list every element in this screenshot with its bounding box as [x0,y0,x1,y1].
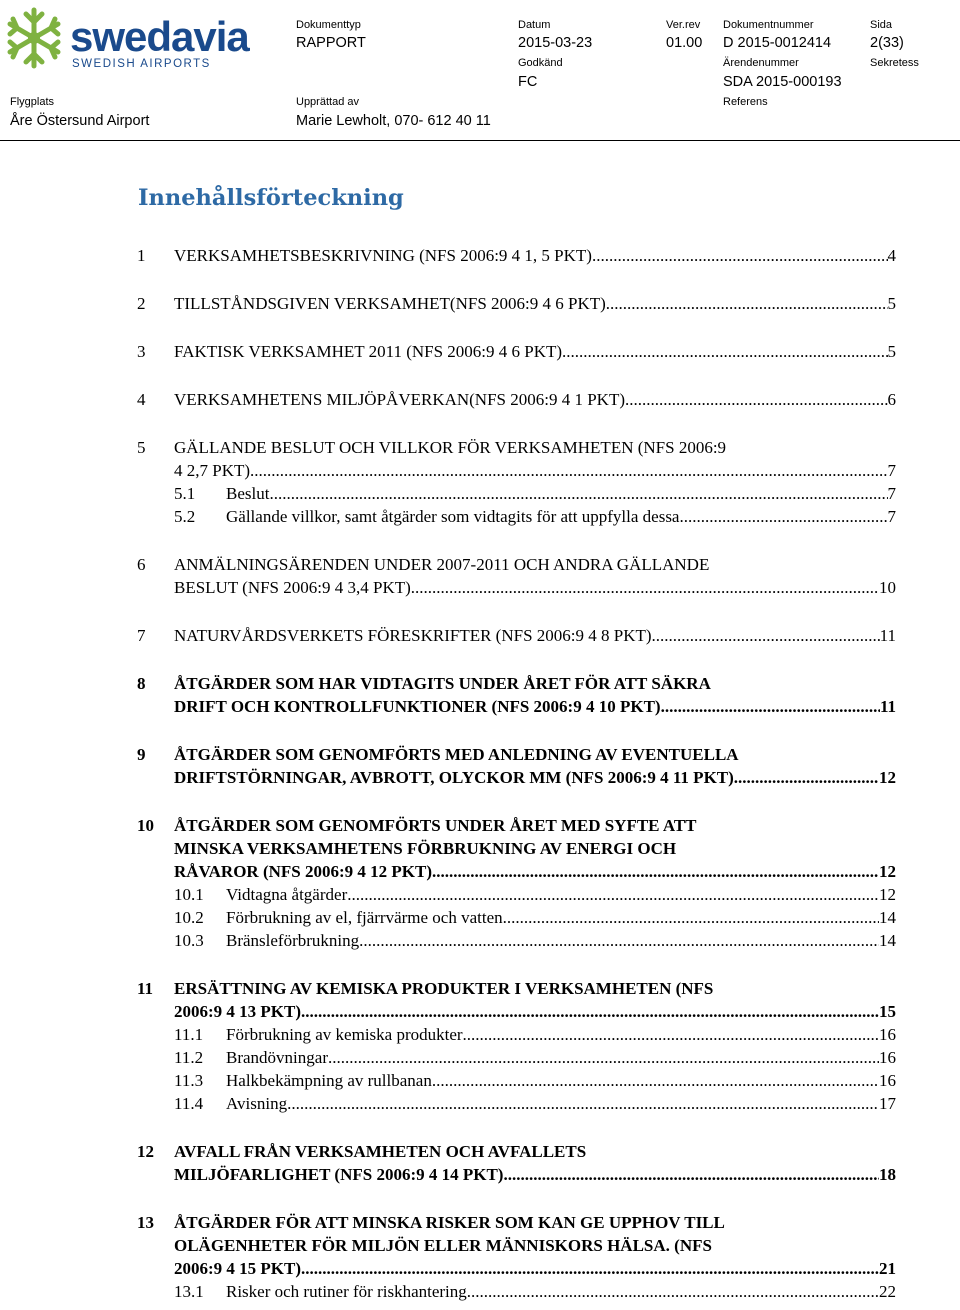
logo-tagline: SWEDISH AIRPORTS [72,58,211,70]
toc-subentry-number: 10.2 [174,908,204,927]
toc-entry-title: RÅVAROR (NFS 2006:9 4 12 PKT) [174,862,432,881]
toc-subentry-title: Vidtagna åtgärder [226,885,348,904]
toc-entry-title: ÅTGÄRDER SOM HAR VIDTAGITS UNDER ÅRET FÖR ATT SÄKRA [174,674,711,693]
dot-leader [734,766,879,789]
case-number-label: Ärendenummer [723,57,799,69]
toc-entry-title: AVFALL FRÅN VERKSAMHETEN OCH AVFALLETS [174,1142,587,1161]
toc-subentry-title: Förbrukning av el, fjärrvärme och vatten [226,908,503,927]
toc-subentry[interactable] [0,505,960,528]
toc-entry-number: 5 [137,438,146,457]
date-label: Datum [518,19,551,31]
toc-entry-number: 8 [137,674,146,693]
dot-leader [359,929,879,952]
toc-entry-title: ANMÄLNINGSÄRENDEN UNDER 2007-2011 OCH ANDRA GÄLLANDE [174,555,710,574]
toc-subentry-title: Bränsleförbrukning [226,931,360,950]
dot-leader [606,292,888,315]
toc-entry[interactable] [0,1211,960,1280]
toc-entry-number: 4 [137,390,146,409]
toc-subentry[interactable] [0,1046,960,1069]
toc-page-number: 15 [879,1002,896,1021]
doc-type-value: RAPPORT [296,35,366,51]
toc-subentry-number: 11.4 [174,1094,204,1113]
confidentiality-label: Sekretess [870,57,919,69]
date-value: 2015-03-23 [518,35,593,51]
header-divider [0,140,960,141]
toc-page-number: 12 [879,768,896,787]
toc-entry[interactable] [0,814,960,883]
toc-subentry-number: 13.1 [174,1282,204,1301]
toc-entry-number: 10 [137,816,154,835]
toc-entry[interactable] [0,672,960,718]
revision-label: Ver.rev [666,19,701,31]
toc-subentry-title: Avisning [226,1094,288,1113]
page-label: Sida [870,19,893,31]
toc-page-number: 16 [879,1071,896,1090]
author-value: Marie Lewholt, 070- 612 40 11 [296,113,491,129]
dot-leader [463,1023,879,1046]
doc-type-label: Dokumenttyp [296,19,361,31]
airport-label: Flygplats [10,96,55,108]
doc-number-value: D 2015-0012414 [723,35,832,51]
toc-entry[interactable] [0,436,960,482]
toc-entry-title: NATURVÅRDSVERKETS FÖRESKRIFTER (NFS 2006:9 4 8 PKT) [174,626,652,645]
toc-entry-title: FAKTISK VERKSAMHET 2011 (NFS 2006:9 4 6 PKT) [174,342,563,361]
dot-leader [467,1280,879,1303]
airport-value: Åre Östersund Airport [10,113,150,129]
toc-entry-number: 1 [137,246,146,265]
case-number-value: SDA 2015-000193 [723,74,842,90]
toc-page-number: 22 [879,1282,896,1301]
toc-subentry-number: 5.1 [174,484,196,503]
toc-entry-number: 3 [137,342,146,361]
dot-leader [625,388,888,411]
toc-entry[interactable] [0,1140,960,1186]
toc-subentry-number: 10.1 [174,885,204,904]
toc-page-number: 12 [879,885,896,904]
toc-subentry-title: Halkbekämpning av rullbanan [226,1071,432,1090]
toc-subentry-number: 5.2 [174,507,196,526]
dot-leader [503,1163,879,1186]
toc-subentry[interactable] [0,482,960,505]
toc-title: Innehållsförteckning [138,185,404,211]
toc-page-number: 11 [879,626,896,645]
toc-entry-title: 4 2,7 PKT) [174,461,251,480]
dot-leader [503,906,879,929]
toc-page-number: 17 [879,1094,896,1113]
toc-page-number: 16 [879,1048,896,1067]
toc-page-number: 21 [879,1259,896,1278]
toc-entry[interactable] [0,388,960,411]
dot-leader [301,1000,879,1023]
toc-page-number: 11 [879,697,896,716]
toc-subentry[interactable] [0,1092,960,1115]
dot-leader [250,459,887,482]
swedavia-logo [0,4,249,74]
toc-entry[interactable] [0,553,960,599]
toc-entry-number: 11 [137,979,154,998]
toc-entry-title: OLÄGENHETER FÖR MILJÖN ELLER MÄNNISKORS HÄLSA. (NFS [174,1236,712,1255]
toc-entry-title: TILLSTÅNDSGIVEN VERKSAMHET(NFS 2006:9 4 6 PKT) [174,294,606,313]
dot-leader [328,1046,879,1069]
toc-entry[interactable] [0,244,960,267]
toc-entry-title: ÅTGÄRDER FÖR ATT MINSKA RISKER SOM KAN GE UPPHOV TILL [174,1213,725,1232]
toc-page-number: 16 [879,1025,896,1044]
dot-leader [411,576,879,599]
revision-value: 01.00 [666,35,703,51]
logo-brand: swedavia [70,13,249,60]
toc-subentry[interactable] [0,883,960,906]
toc-subentry-number: 10.3 [174,931,204,950]
dot-leader [432,1069,879,1092]
toc-page-number: 14 [879,931,896,950]
dot-leader [661,695,880,718]
toc-page-number: 6 [887,390,896,409]
approved-value: FC [518,74,538,90]
toc-entry-title: VERKSAMHETENS MILJÖPÅVERKAN(NFS 2006:9 4 1 PKT) [174,390,625,409]
toc-subentry-title: Risker och rutiner för riskhantering [226,1282,467,1301]
dot-leader [301,1257,879,1280]
dot-leader [432,860,879,883]
toc-entry[interactable] [0,292,960,315]
toc-entry-number: 2 [137,294,146,313]
toc-page-number: 10 [879,578,896,597]
toc-entry-title: 2006:9 4 13 PKT) [174,1002,302,1021]
page-value: 2(33) [870,35,904,51]
toc-page-number: 5 [887,294,896,313]
toc-subentry[interactable] [0,929,960,952]
toc-entry-number: 12 [137,1142,154,1161]
toc-entry[interactable] [0,624,960,647]
document-header [0,0,960,142]
snowflake-logo-icon [2,6,66,70]
toc-entry-number: 6 [137,555,146,574]
toc-entry-title: MILJÖFARLIGHET (NFS 2006:9 4 14 PKT) [174,1165,504,1184]
doc-number-label: Dokumentnummer [723,19,814,31]
dot-leader [347,883,879,906]
approved-label: Godkänd [518,57,563,69]
reference-label: Referens [723,96,768,108]
dot-leader [269,482,887,505]
toc-entry-title: GÄLLANDE BESLUT OCH VILLKOR FÖR VERKSAMHETEN (NFS 2006:9 [174,438,727,457]
toc-entry-number: 13 [137,1213,154,1232]
toc-page-number: 4 [887,246,896,265]
dot-leader [562,340,887,363]
toc-page-number: 18 [879,1165,896,1184]
toc-entry[interactable] [0,977,960,1023]
toc-subentry-title: Beslut [226,484,270,503]
toc-subentry[interactable] [0,1280,960,1303]
toc-subentry-title: Brandövningar [226,1048,328,1067]
toc-entry-number: 9 [137,745,146,764]
toc-page-number: 7 [887,484,896,503]
toc-subentry-number: 11.3 [174,1071,204,1090]
toc-entry-number: 7 [137,626,146,645]
toc-entry-title: 2006:9 4 15 PKT) [174,1259,302,1278]
toc-entry-title: ÅTGÄRDER SOM GENOMFÖRTS UNDER ÅRET MED SYFTE ATT [174,816,697,835]
toc-entry-title: VERKSAMHETSBESKRIVNING (NFS 2006:9 4 1, 5 PKT) [174,246,592,265]
toc-entry-title: DRIFT OCH KONTROLLFUNKTIONER (NFS 2006:9 4 10 PKT) [174,697,661,716]
toc-subentry[interactable] [0,1069,960,1092]
toc-page-number: 7 [887,461,896,480]
toc-subentry[interactable] [0,906,960,929]
toc-page-number: 12 [879,862,896,881]
toc-subentry-number: 11.2 [174,1048,204,1067]
toc-subentry[interactable] [0,1023,960,1046]
toc-entry-title: ERSÄTTNING AV KEMISKA PRODUKTER I VERKSAMHETEN (NFS [174,979,714,998]
toc-entry-title: MINSKA VERKSAMHETENS FÖRBRUKNING AV ENERGI OCH [174,839,677,858]
toc-subentry-title: Förbrukning av kemiska produkter [226,1025,463,1044]
dot-leader [679,505,887,528]
dot-leader [592,244,888,267]
toc-page-number: 5 [887,342,896,361]
toc-page-number: 7 [887,507,896,526]
toc-subentry-number: 11.1 [174,1025,204,1044]
toc-subentry-title: Gällande villkor, samt åtgärder som vidtagits för att uppfylla dessa [226,507,680,526]
dot-leader [287,1092,879,1115]
dot-leader [652,624,880,647]
toc-entry-title: ÅTGÄRDER SOM GENOMFÖRTS MED ANLEDNING AV EVENTUELLA [174,745,739,764]
toc-entry[interactable] [0,743,960,789]
toc-entry[interactable] [0,340,960,363]
author-label: Upprättad av [296,96,359,108]
toc-entry-title: DRIFTSTÖRNINGAR, AVBROTT, OLYCKOR MM (NFS 2006:9 4 11 PKT) [174,768,734,787]
toc-page-number: 14 [879,908,896,927]
toc-entry-title: BESLUT (NFS 2006:9 4 3,4 PKT) [174,578,411,597]
